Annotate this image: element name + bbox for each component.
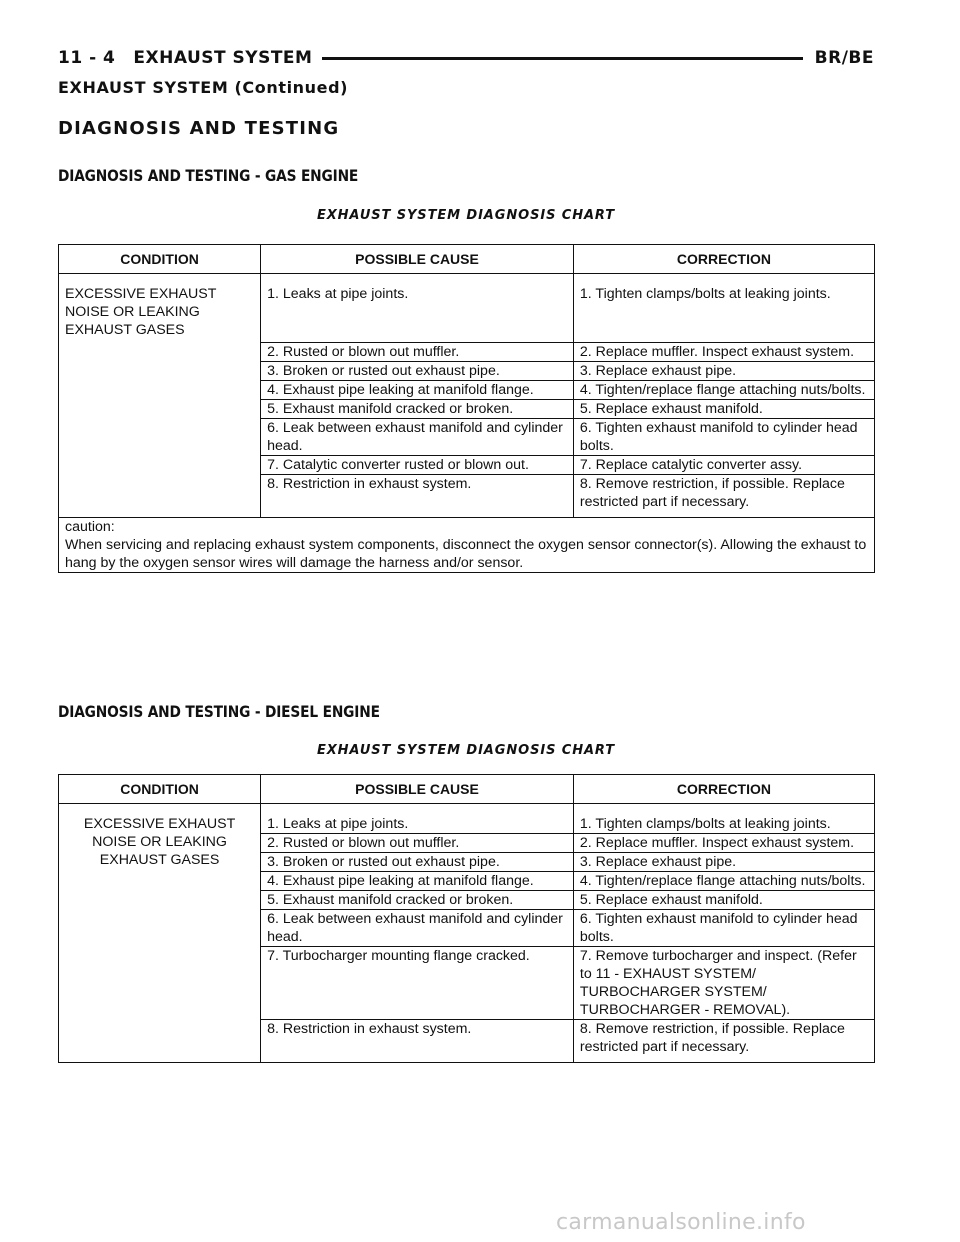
cause-cell: 1. Leaks at pipe joints. bbox=[261, 804, 574, 834]
diesel-chart-title: EXHAUST SYSTEM DIAGNOSIS CHART bbox=[316, 743, 616, 758]
cause-cell: 3. Broken or rusted out exhaust pipe. bbox=[261, 853, 574, 872]
correction-cell: 5. Replace exhaust manifold. bbox=[573, 891, 874, 910]
gas-diagnosis-table bbox=[58, 244, 875, 573]
page-header bbox=[58, 46, 874, 70]
column-header-cause: POSSIBLE CAUSE bbox=[261, 245, 574, 274]
condition-cell: EXCESSIVE EXHAUST NOISE OR LEAKING EXHAUST GASES bbox=[59, 804, 261, 1063]
table-row bbox=[59, 274, 875, 343]
caution-cell bbox=[59, 518, 875, 573]
section-title: EXHAUST SYSTEM bbox=[133, 48, 313, 68]
correction-cell: 4. Tighten/replace flange attaching nuts/bolts. bbox=[573, 872, 874, 891]
column-header-cause: POSSIBLE CAUSE bbox=[261, 775, 574, 804]
cause-cell: 4. Exhaust pipe leaking at manifold flange. bbox=[261, 872, 574, 891]
cause-cell: 8. Restriction in exhaust system. bbox=[261, 1020, 574, 1063]
cause-cell: 1. Leaks at pipe joints. bbox=[261, 274, 574, 343]
column-header-condition: CONDITION bbox=[59, 775, 261, 804]
correction-cell: 7. Remove turbocharger and inspect. (Refer to 11 - EXHAUST SYSTEM/ TURBOCHARGER SYSTEM/ TURBOCHARGER - REMOVAL). bbox=[573, 947, 874, 1020]
table-row bbox=[59, 804, 875, 834]
cause-cell: 6. Leak between exhaust manifold and cylinder head. bbox=[261, 910, 574, 947]
cause-cell: 6. Leak between exhaust manifold and cylinder head. bbox=[261, 419, 574, 456]
cause-cell: 4. Exhaust pipe leaking at manifold flange. bbox=[261, 381, 574, 400]
column-header-correction: CORRECTION bbox=[573, 775, 874, 804]
watermark: carmanualsonline.info bbox=[556, 1210, 806, 1235]
cause-cell: 5. Exhaust manifold cracked or broken. bbox=[261, 891, 574, 910]
cause-cell: 8. Restriction in exhaust system. bbox=[261, 475, 574, 518]
cause-cell: 5. Exhaust manifold cracked or broken. bbox=[261, 400, 574, 419]
continued-heading: EXHAUST SYSTEM (Continued) bbox=[58, 78, 349, 97]
page-number: 11 - 4 bbox=[58, 48, 116, 68]
correction-cell: 1. Tighten clamps/bolts at leaking joints. bbox=[573, 804, 874, 834]
condition-cell: EXCESSIVE EXHAUST NOISE OR LEAKING EXHAUST GASES bbox=[59, 274, 261, 518]
diesel-diagnosis-table bbox=[58, 774, 875, 1063]
table-header-row bbox=[59, 245, 875, 274]
cause-cell: 7. Turbocharger mounting flange cracked. bbox=[261, 947, 574, 1020]
correction-cell: 3. Replace exhaust pipe. bbox=[573, 362, 874, 381]
correction-cell: 8. Remove restriction, if possible. Replace restricted part if necessary. bbox=[573, 475, 874, 518]
caution-row bbox=[59, 518, 875, 573]
correction-cell: 4. Tighten/replace flange attaching nuts/bolts. bbox=[573, 381, 874, 400]
correction-cell: 5. Replace exhaust manifold. bbox=[573, 400, 874, 419]
correction-cell: 6. Tighten exhaust manifold to cylinder head bolts. bbox=[573, 910, 874, 947]
table-header-row bbox=[59, 775, 875, 804]
cause-cell: 3. Broken or rusted out exhaust pipe. bbox=[261, 362, 574, 381]
cause-cell: 2. Rusted or blown out muffler. bbox=[261, 834, 574, 853]
correction-cell: 7. Replace catalytic converter assy. bbox=[573, 456, 874, 475]
column-header-condition: CONDITION bbox=[59, 245, 261, 274]
correction-cell: 2. Replace muffler. Inspect exhaust system. bbox=[573, 834, 874, 853]
correction-cell: 3. Replace exhaust pipe. bbox=[573, 853, 874, 872]
column-header-correction: CORRECTION bbox=[573, 245, 874, 274]
model-code: BR/BE bbox=[814, 48, 874, 68]
correction-cell: 6. Tighten exhaust manifold to cylinder head bolts. bbox=[573, 419, 874, 456]
correction-cell: 1. Tighten clamps/bolts at leaking joints. bbox=[573, 274, 874, 343]
header-rule bbox=[322, 57, 802, 60]
diesel-engine-heading: DIAGNOSIS AND TESTING - DIESEL ENGINE bbox=[58, 702, 380, 721]
gas-engine-heading: DIAGNOSIS AND TESTING - GAS ENGINE bbox=[58, 166, 359, 185]
main-heading: DIAGNOSIS AND TESTING bbox=[58, 118, 340, 139]
gas-chart-title: EXHAUST SYSTEM DIAGNOSIS CHART bbox=[316, 208, 616, 223]
caution-label: caution: bbox=[65, 519, 115, 535]
caution-text: When servicing and replacing exhaust system components, disconnect the oxygen sensor connector(s). Allowing the exhaust to hang by the oxygen sensor wires will damage the harness and/or sensor. bbox=[65, 537, 867, 571]
correction-cell: 2. Replace muffler. Inspect exhaust system. bbox=[573, 343, 874, 362]
cause-cell: 7. Catalytic converter rusted or blown out. bbox=[261, 456, 574, 475]
correction-cell: 8. Remove restriction, if possible. Replace restricted part if necessary. bbox=[573, 1020, 874, 1063]
cause-cell: 2. Rusted or blown out muffler. bbox=[261, 343, 574, 362]
